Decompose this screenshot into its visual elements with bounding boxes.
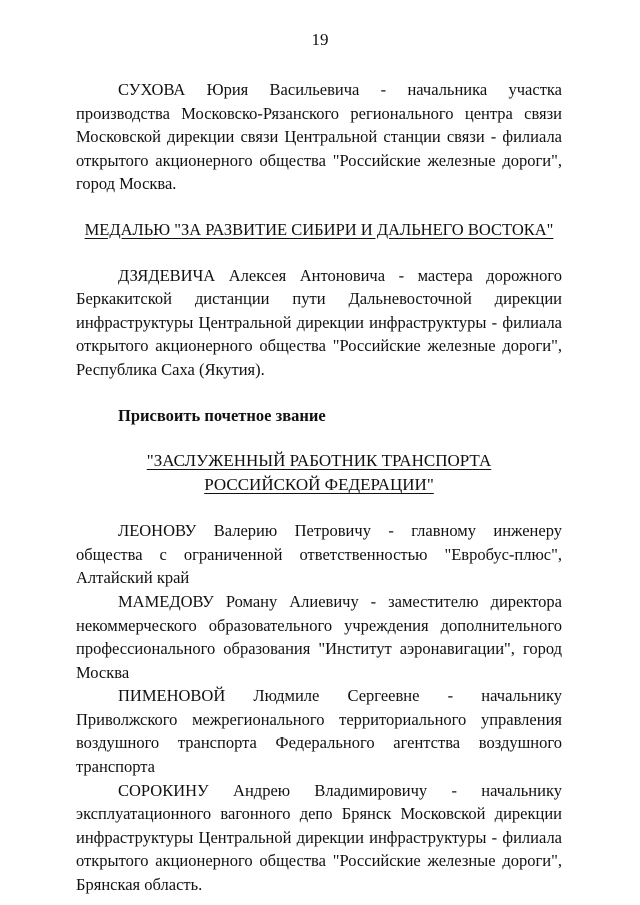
honorary-title-heading: [76, 449, 562, 497]
page-number: 19: [311, 30, 329, 49]
recipient-entry-sorokin: СОРОКИНУ Андрею Владимировичу - начальнику эксплуатационного вагонного депо Брянск Московской дирекции инфраструктуры Центральной дирекции инфраструктуры - филиала открытого акционерного общества "Российские железные дороги", Брянская область.: [76, 780, 562, 895]
award-entry-dzyadevich: ДЗЯДЕВИЧА Алексея Антоновича - мастера дорожного Беркакитской дистанции пути Дальневосточной дирекции инфраструктуры Центральной дирекции инфраструктуры - филиала открытого акционерного общества "Российские железные дороги", Республика Саха (Якутия).: [76, 265, 562, 379]
document-body: [76, 78, 562, 897]
honorary-title-line-2: РОССИЙСКОЙ ФЕДЕРАЦИИ": [204, 475, 434, 495]
honorary-title-line-1: "ЗАСЛУЖЕННЫЙ РАБОТНИК ТРАНСПОРТА: [146, 451, 492, 471]
award-entry-sukhov: СУХОВА Юрия Васильевича - начальника участка производства Московско-Рязанского регионального центра связи Московской дирекции связи Центральной станции связи - филиала открытого акционерного общества "Российские железные дороги", город Москва.: [76, 80, 562, 194]
medal-heading: МЕДАЛЬЮ "ЗА РАЗВИТИЕ СИБИРИ И ДАЛЬНЕГО ВОСТОКА": [84, 219, 554, 239]
recipients-list: [76, 519, 562, 897]
recipient-entry-pimenova: ПИМЕНОВОЙ Людмиле Сергеевне - начальнику Приволжского межрегионального территориального управления воздушного транспорта Федерального агентства воздушного транспорта: [76, 686, 562, 777]
recipient-entry-leonov: ЛЕОНОВУ Валерию Петровичу - главному инженеру общества с ограниченной ответственностью "Евробус-плюс", Алтайский край: [76, 521, 562, 588]
recipient-entry-mamedov: МАМЕДОВУ Роману Алиевичу - заместителю директора некоммерческого образовательного учреждения дополнительного профессионального образования "Институт аэронавигации", город Москва: [76, 591, 562, 682]
honorary-title-subheading: Присвоить почетное звание: [118, 405, 326, 425]
